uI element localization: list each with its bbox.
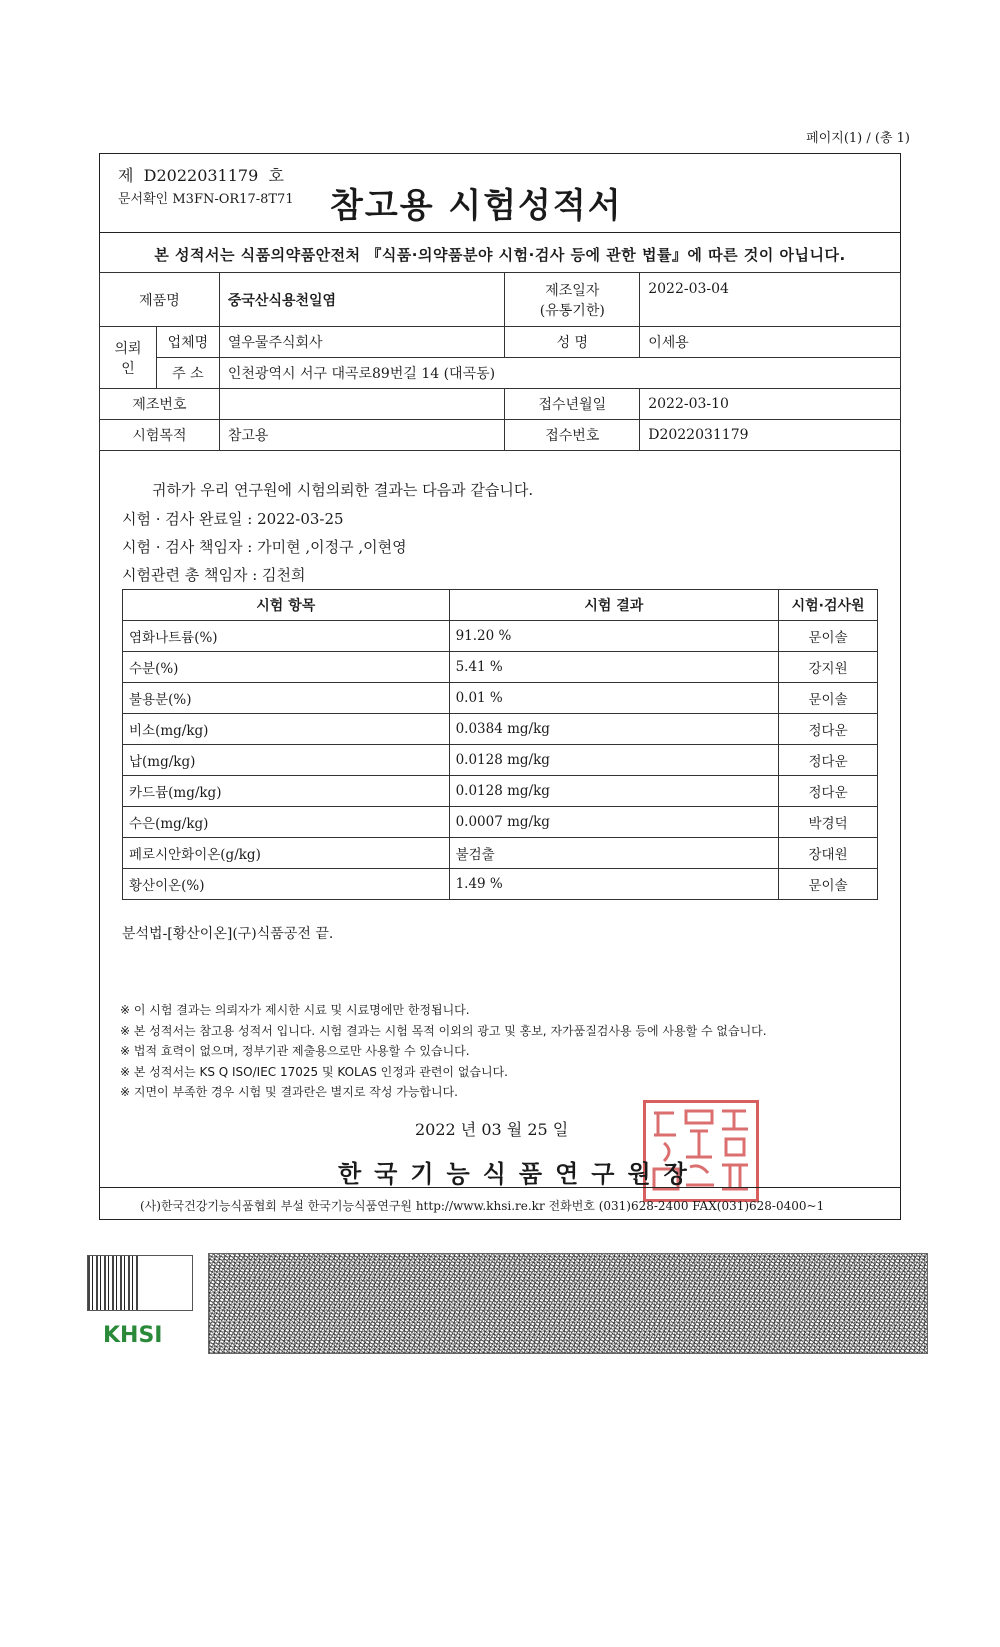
test-item: 카드뮴(mg/kg) <box>123 776 450 807</box>
test-inspector: 문이솔 <box>779 683 878 714</box>
test-result: 0.0384 mg/kg <box>449 714 779 745</box>
mfg-date-label-main: 제조일자 <box>545 282 600 299</box>
test-inspector: 문이솔 <box>779 621 878 652</box>
person-label: 성 명 <box>505 327 640 358</box>
test-item: 비소(mg/kg) <box>123 714 450 745</box>
test-inspector: 박경덕 <box>779 807 878 838</box>
mfg-date-label <box>505 273 640 327</box>
test-item: 수분(%) <box>123 652 450 683</box>
chief-responsible: 시험관련 총 책임자 : 김천희 <box>122 566 306 584</box>
notes-list <box>120 1000 767 1103</box>
security-pattern-icon <box>208 1253 928 1354</box>
info-row <box>100 420 901 451</box>
table-row <box>123 807 878 838</box>
person-name: 이세용 <box>640 327 901 358</box>
qr-code-icon <box>87 1255 193 1311</box>
doc-check-code: 문서확인 M3FN-OR17-8T71 <box>118 192 294 207</box>
divider <box>99 232 901 233</box>
test-inspector: 정다운 <box>779 776 878 807</box>
document-number <box>118 163 284 186</box>
note-item: ※ 이 시험 결과는 의뢰자가 제시한 시료 및 시료명에만 한정됩니다. <box>120 1003 470 1017</box>
test-result: 1.49 % <box>449 869 779 900</box>
test-item: 납(mg/kg) <box>123 745 450 776</box>
info-row <box>100 327 901 358</box>
test-result: 91.20 % <box>449 621 779 652</box>
info-table <box>99 272 901 451</box>
document-title: 참고용 시험성적서 <box>330 186 623 226</box>
number-prefix: 제 <box>118 166 134 185</box>
khsi-logo: KHSI <box>103 1323 163 1348</box>
received-date: 2022-03-10 <box>640 389 901 420</box>
test-item: 염화나트륨(%) <box>123 621 450 652</box>
page-indicator: 페이지(1) / (총 1) <box>806 131 910 146</box>
analysis-method: 분석법-[황산이온](구)식품공전 끝. <box>122 926 334 942</box>
number-value: D2022031179 <box>143 166 259 185</box>
company-label: 업체명 <box>156 327 219 358</box>
client-label: 의뢰인 <box>100 327 157 389</box>
results-table <box>122 589 878 900</box>
test-inspector: 강지원 <box>779 652 878 683</box>
table-row <box>123 838 878 869</box>
purpose: 참고용 <box>219 420 505 451</box>
header-result: 시험 결과 <box>449 590 779 621</box>
header-inspector: 시험·검사원 <box>779 590 878 621</box>
test-item: 수은(mg/kg) <box>123 807 450 838</box>
table-row <box>123 621 878 652</box>
test-result: 5.41 % <box>449 652 779 683</box>
table-row <box>123 745 878 776</box>
table-row <box>123 652 878 683</box>
receipt-number: D2022031179 <box>640 420 901 451</box>
test-inspector: 정다운 <box>779 745 878 776</box>
address: 인천광역시 서구 대곡로89번길 14 (대곡동) <box>219 358 900 389</box>
responsible-persons: 시험 · 검사 책임자 : 가미현 ,이정구 ,이현영 <box>122 538 407 556</box>
address-label: 주 소 <box>156 358 219 389</box>
note-item: ※ 본 성적서는 KS Q ISO/IEC 17025 및 KOLAS 인정과 관련이 없습니다. <box>120 1064 508 1079</box>
lot-number <box>219 389 505 420</box>
note-item: ※ 본 성적서는 참고용 성적서 입니다. 시험 결과는 시험 목적 이외의 광고 및 홍보, 자가품질검사용 등에 사용할 수 없습니다. <box>120 1023 767 1038</box>
info-row <box>100 358 901 389</box>
table-row <box>123 714 878 745</box>
lot-label: 제조번호 <box>100 389 220 420</box>
test-item: 페로시안화이온(g/kg) <box>123 838 450 869</box>
purpose-label: 시험목적 <box>100 420 220 451</box>
test-result: 불검출 <box>449 838 779 869</box>
test-result: 0.01 % <box>449 683 779 714</box>
test-item: 불용분(%) <box>123 683 450 714</box>
table-row <box>123 776 878 807</box>
footer-divider <box>99 1187 901 1188</box>
mfg-date-label-sub: (유통기한) <box>539 302 605 319</box>
results-header-row <box>123 590 878 621</box>
completion-date: 시험 · 검사 완료일 : 2022-03-25 <box>122 510 344 528</box>
company-name: 열우물주식회사 <box>219 327 505 358</box>
issue-date: 2022 년 03 월 25 일 <box>415 1120 569 1139</box>
info-row <box>100 273 901 327</box>
product-name: 중국산식용천일염 <box>219 273 505 327</box>
intro-text: 귀하가 우리 연구원에 시험의뢰한 결과는 다음과 같습니다. <box>152 481 534 499</box>
test-inspector: 정다운 <box>779 714 878 745</box>
note-item: ※ 법적 효력이 없으며, 정부기관 제출용으로만 사용할 수 있습니다. <box>120 1044 470 1058</box>
test-inspector: 장대원 <box>779 838 878 869</box>
footer-contact: (사)한국건강기능식품협회 부설 한국기능식품연구원 http://www.khsi.re.kr 전화번호 (031)628-2400 FAX(031)628-0400~1 <box>140 1199 825 1213</box>
test-inspector: 문이솔 <box>779 869 878 900</box>
test-result: 0.0128 mg/kg <box>449 745 779 776</box>
header-item: 시험 항목 <box>123 590 450 621</box>
received-date-label: 접수년월일 <box>505 389 640 420</box>
number-suffix: 호 <box>268 166 284 185</box>
table-row <box>123 683 878 714</box>
legal-notice: 본 성적서는 식품의약품안전처 『식품·의약품분야 시험·검사 등에 관한 법률』에 따른 것이 아닙니다. <box>154 246 846 264</box>
institute-name: 한국기능식품연구원장 <box>338 1160 700 1188</box>
test-item: 황산이온(%) <box>123 869 450 900</box>
note-item: ※ 지면이 부족한 경우 시험 및 결과란은 별지로 작성 가능합니다. <box>120 1085 459 1099</box>
mfg-date: 2022-03-04 <box>640 273 901 327</box>
receipt-no-label: 접수번호 <box>505 420 640 451</box>
info-row <box>100 389 901 420</box>
product-name-label: 제품명 <box>100 273 220 327</box>
table-row <box>123 869 878 900</box>
test-result: 0.0007 mg/kg <box>449 807 779 838</box>
test-result: 0.0128 mg/kg <box>449 776 779 807</box>
